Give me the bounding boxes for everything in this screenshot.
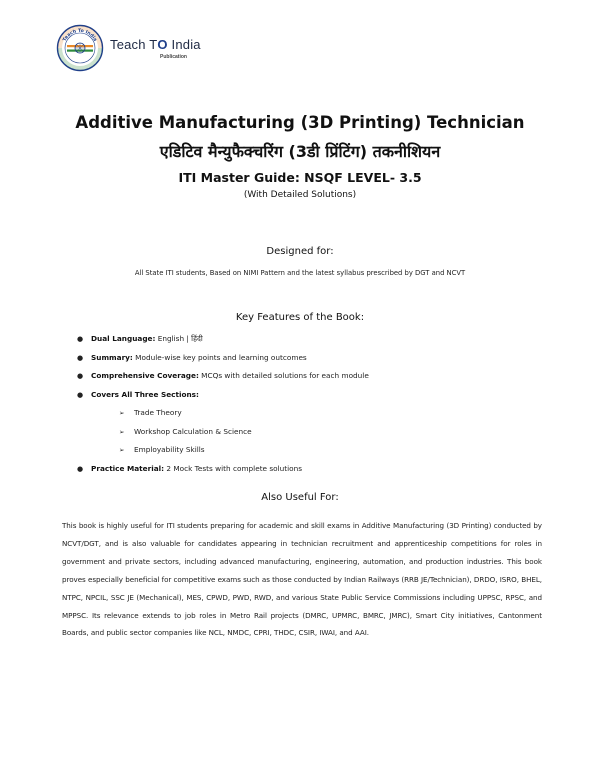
feature-label: Comprehensive Coverage: bbox=[91, 371, 199, 380]
sub-list-item bbox=[77, 408, 557, 427]
sub-list-item bbox=[77, 445, 557, 464]
section-name: Employability Skills bbox=[134, 445, 205, 454]
also-useful-paragraph: This book is highly useful for ITI students preparing for academic and skill exams in Additive Manufacturing (3D Printing) conducted by NCVT/DGT, and is also valuable for candidates appearing in technician recruitment and apprenticeship competitions for roles in government and private sectors, including advanced manufacturing, engineering, automation, and production industries. This book proves especially beneficial for competitive exams such as those conducted by Indian Railways (RRB JE/Technician), DRDO, ISRO, BHEL, NTPC, NPCIL, SSC JE (Mechanical), MES, CPWD, PWD, RWD, and various State Public Service Commissions including UPPSC, RPSC, and MPPSC. Its relevance extends to job roles in Metro Rail projects (DMRC, UPMRC, BMRC, JMRC), Smart City initiatives, Cantonment Boards, and public sector companies like NCL, NMDC, CPRI, THDC, CSIR, IWAI, and AAI. bbox=[62, 521, 542, 638]
bullet-icon: ● bbox=[77, 335, 84, 343]
feature-text: Module-wise key points and learning outcomes bbox=[132, 352, 307, 362]
feature-text: MCQs with detailed solutions for each module bbox=[198, 371, 369, 380]
feature-text: English | हिंदी bbox=[155, 334, 203, 343]
key-features-heading: Key Features of the Book: bbox=[235, 312, 365, 323]
list-item bbox=[77, 464, 557, 483]
list-item bbox=[77, 353, 557, 372]
brand-name-o: O bbox=[157, 36, 168, 52]
brand-name-part1: Teach T bbox=[110, 36, 158, 52]
arrow-bullet-icon: ➢ bbox=[119, 446, 125, 454]
publisher-logo bbox=[56, 22, 276, 74]
list-item bbox=[77, 371, 557, 390]
designed-for-heading: Designed for: bbox=[266, 246, 334, 257]
bullet-icon: ● bbox=[77, 464, 84, 473]
feature-label: Dual Language: bbox=[91, 334, 156, 343]
title-english: Additive Manufacturing (3D Printing) Technician bbox=[75, 113, 525, 132]
subtitle: ITI Master Guide: NSQF LEVEL- 3.5 bbox=[178, 170, 422, 185]
bullet-icon: ● bbox=[77, 372, 84, 380]
brand-name-part2: India bbox=[167, 36, 201, 52]
list-item bbox=[77, 334, 557, 353]
seal-emblem-icon bbox=[56, 24, 104, 72]
brand-block bbox=[110, 37, 201, 60]
solutions-note: (With Detailed Solutions) bbox=[243, 190, 357, 200]
feature-label: Covers All Three Sections: bbox=[91, 389, 199, 399]
bullet-icon: ● bbox=[77, 353, 84, 362]
also-useful-heading: Also Useful For: bbox=[261, 492, 339, 503]
bullet-icon: ● bbox=[77, 390, 84, 399]
arrow-bullet-icon: ➢ bbox=[119, 409, 125, 417]
list-item bbox=[77, 390, 557, 409]
seal-arc-text: Teach To India bbox=[62, 28, 98, 43]
feature-label: Summary: bbox=[91, 352, 133, 362]
feature-text: 2 Mock Tests with complete solutions bbox=[164, 463, 303, 473]
section-name: Workshop Calculation & Science bbox=[134, 426, 252, 436]
brand-name bbox=[110, 37, 201, 52]
features-list bbox=[77, 334, 557, 482]
title-hindi: एडिटिव मैन्युफैक्चरिंग (3डी प्रिंटिंग) तकनीशियन bbox=[159, 142, 441, 161]
sub-list-item bbox=[77, 427, 557, 446]
designed-for-text: All State ITI students, Based on NIMI Pattern and the latest syllabus prescribed by DGT and NCVT bbox=[134, 269, 466, 277]
arrow-bullet-icon: ➢ bbox=[119, 427, 125, 436]
section-name: Trade Theory bbox=[134, 408, 182, 417]
publication-label: Publication bbox=[160, 53, 187, 60]
feature-label: Practice Material: bbox=[91, 463, 165, 473]
